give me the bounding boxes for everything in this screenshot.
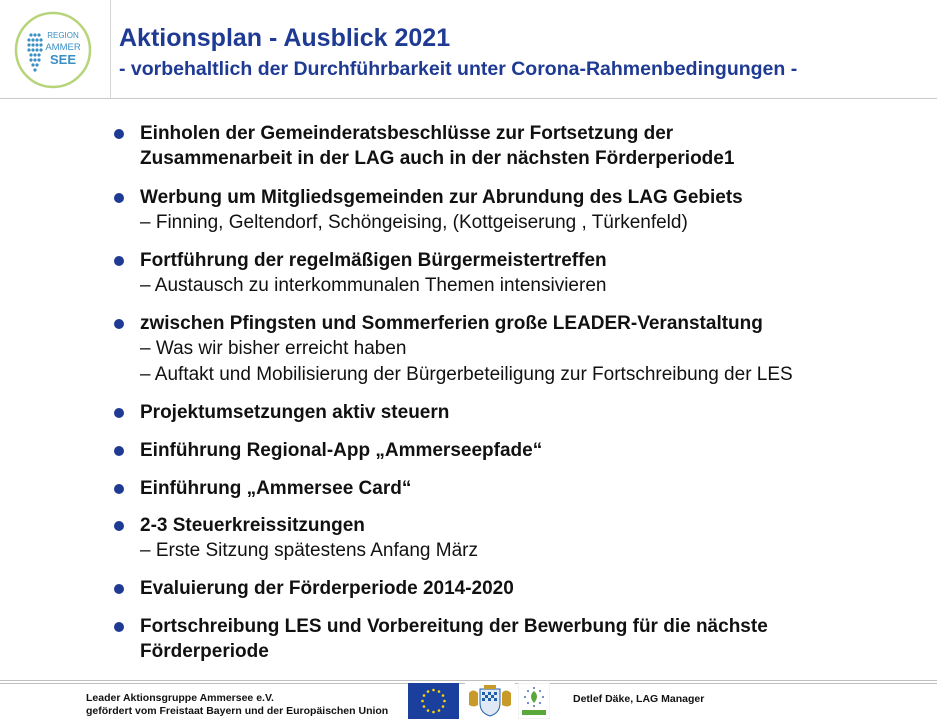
bullet-icon <box>114 622 124 632</box>
header-divider <box>0 98 937 99</box>
footer-funding-note: gefördert vom Freistaat Bayern und der Europäischen Union <box>86 705 389 717</box>
footer-divider <box>0 680 937 681</box>
item-main-line: Werbung um Mitgliedsgemeinden zur Abrundung des LAG Gebiets <box>140 187 743 208</box>
item-sub-line: – Erste Sitzung spätestens Anfang März <box>140 540 478 561</box>
bullet-icon <box>114 256 124 266</box>
item-sub-line: – Auftakt und Mobilisierung der Bürgerbeteiligung zur Fortschreibung der LES <box>140 364 793 385</box>
header-divider-vertical <box>110 0 111 98</box>
bullet-icon <box>114 129 124 139</box>
item-main-line: Einführung Regional-App „Ammerseepfade“ <box>140 440 543 461</box>
bullet-icon <box>114 584 124 594</box>
footer-organization <box>86 692 388 718</box>
slide-title: Aktionsplan - Ausblick 2021 <box>119 24 451 52</box>
leader-logo <box>518 683 550 719</box>
footer-manager: Detlef Däke, LAG Manager <box>573 693 705 705</box>
item-sub-line: – Finning, Geltendorf, Schöngeising, (Kottgeiserung , Türkenfeld) <box>140 212 688 233</box>
item-main-line: Förderperiode <box>140 641 269 662</box>
bullet-icon <box>114 521 124 531</box>
item-main-line: Einholen der Gemeinderatsbeschlüsse zur Fortsetzung der <box>140 123 674 144</box>
logo-text-region: REGION <box>47 31 79 40</box>
item-main-line: Fortschreibung LES und Vorbereitung der Bewerbung für die nächste <box>140 616 768 637</box>
bullet-icon <box>114 446 124 456</box>
bavaria-coat-of-arms-logo <box>465 683 515 719</box>
bullet-icon <box>114 193 124 203</box>
item-main-line: Evaluierung der Förderperiode 2014-2020 <box>140 578 514 599</box>
bullet-icon <box>114 319 124 329</box>
item-main-line: Zusammenarbeit in der LAG auch in der nächsten Förderperiode1 <box>140 148 735 169</box>
item-main-line: zwischen Pfingsten und Sommerferien große LEADER-Veranstaltung <box>140 313 763 334</box>
eu-flag-logo <box>408 683 459 719</box>
region-ammersee-logo <box>14 11 92 89</box>
bullet-icon <box>114 408 124 418</box>
item-sub-line: – Was wir bisher erreicht haben <box>140 338 407 359</box>
logo-text-see: SEE <box>49 52 77 67</box>
bullet-icon <box>114 484 124 494</box>
slide-header <box>0 0 937 100</box>
logo-text-ammer: AMMER <box>45 42 81 53</box>
footer-org-name: Leader Aktionsgruppe Ammersee e.V. <box>86 692 274 704</box>
item-main-line: 2-3 Steuerkreissitzungen <box>140 515 365 536</box>
item-sub-line: – Austausch zu interkommunalen Themen intensivieren <box>140 275 607 296</box>
item-main-line: Einführung „Ammersee Card“ <box>140 478 412 499</box>
slide-subtitle: - vorbehaltlich der Durchführbarkeit unter Corona-Rahmenbedingungen - <box>119 58 798 80</box>
item-main-line: Fortführung der regelmäßigen Bürgermeistertreffen <box>140 250 607 271</box>
item-main-line: Projektumsetzungen aktiv steuern <box>140 402 450 423</box>
